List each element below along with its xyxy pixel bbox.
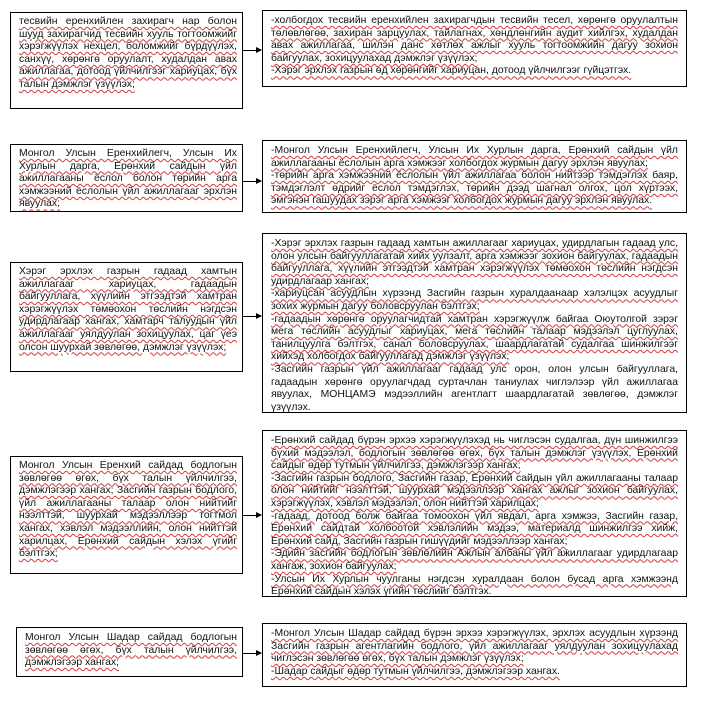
duty-item: -Засгийн газрын бодлого, Засгийн газар, Ерөнхий сайдын үйл ажиллагааны талаар олон нийтийг нээлттэй, шуурхай мэдээллээр хангах ажлыг зохион байгуулах, хэрэгжүүлэх, хэвлэл мэдээлэл, олон нийттэй харилцах; <box>271 472 678 509</box>
duty-item: -хариуцсан асуудлын хүрээнд Засгийн газрын хуралдаанаар хэлэлцэх асуудлыг зохих журмын дагуу боловсруулан бэлтгэх; <box>271 288 678 312</box>
left-function-text: Монгол Улсын Шадар сайдад бодлогын зөвлөгөө өгөх, бүх талын үйлчилгээ, дэмжлэгээр хангах; <box>25 632 237 669</box>
duty-item: -төрийн арга хэмжээний ёслолын үйл ажиллагаа болон нийтээр тэмдэглэх баяр, тэмдэглэлт өдрийг ёслол тэмдэглэх, төрийн дээд шагнал олгох, цол хүртээх, эмгэнэн гашуудах зэрэг арга хэмжээг холбогдох журмын дагуу эрхлэн явуулах. <box>271 170 678 207</box>
duty-item: -Ерөнхий сайдад бүрэн эрхээ хэрэгжүүлэхэд нь чиглэсэн судалгаа, дүн шинжилгээ бүхий мэдээлэл, бодлогын зөвлөгөө өгөх, бүх талын дэмжлэг үзүүлэх, Ерөнхий сайдыг өдөр тутмын үйлчилгээ, дэмжлэгээр хангах; <box>271 435 678 472</box>
connector-arrow-5 <box>243 653 261 654</box>
left-function-box-5 <box>16 627 243 677</box>
duty-item: -Монгол Улсын Еренхийлегч, Улсын Их Хурлын дарга, Ерөнхий сайдын үйл ажиллагааны ёслолын арга хэмжээг холбогдох журмын дагуу эрхлэн явуулах; <box>271 145 678 169</box>
duty-item: -Шадар сайдыг өдөр тутмын үйлчилгээ, дэмжлэгээр хангах. <box>271 665 560 677</box>
left-function-box-2 <box>10 144 243 212</box>
left-function-box-1 <box>10 12 243 109</box>
connector-arrow-2 <box>243 181 261 182</box>
duty-item: -Улсын Их Хурлын чуулганы нэгдсэн хуралдаан болон бусад арга хэмжээнд Ерөнхий сайдын хэлэх үгийн төслийг бэлтгэх. <box>271 573 678 597</box>
right-duties-box-2 <box>262 140 687 213</box>
duty-item: -Хэрэг эрхлэх газрын өд хөрөнгийг хариуцан, дотоод үйлчилгээг гүйцэтгэх. <box>271 65 632 77</box>
right-duties-box-4 <box>262 430 687 597</box>
duty-item: -гадаадын хөрөнгө оруулагчидтай хамтран хэрэгжүүлж байгаа Оюутолгой зэрэг мега төслийн асуудлыг хариуцах, мега төслийн талаар мэдээлэл цуглуулах, танилцуулга бэлтгэх, санал боловсруулах, шаардлагатай судалгаа шинжилгээг хийхэд холбогдох байгууллагад дэмжлэг үзүүлэх; <box>271 313 678 363</box>
duty-item: -Засгийн газрын үйл ажиллагааг гадаад улс орон, олон улсын байгууллага, гадаадын хөрөнгө оруулагчдад суртачлан таниулах чиглэлээр үйл ажиллагаа явуулах, МОНЦАМЭ мэдээллийн агентлагт шаардлагатай зөвлөгөө, дэмжлэг үзүүлэх. <box>271 363 678 413</box>
left-function-text: Хэрэг эрхлэх газрын гадаад хамтын ажиллагааг хариуцах, гадаадын байгууллага, хүүлийн этгээдтэй хамтран хэрэгжүүлэх төмөохон төслийн нэгдсэн удирдлагаар хангах, хамтарч талуудын үйл ажиллагааг уялдуулан зохицуулах, цаг үеэ олсон шуурхай зөвлөгөө, дэмжлэг үзүүлэх; <box>19 266 237 353</box>
left-function-text: тесвийн еренхийлен захирагч нар болон шууд захирагчид тесвийн хууль тогтоомжийг хэрэгжүүлэх нехцел, боломжийг бүрдүүлэх, санхүү, хөрөнгө оруулалт, худалдан авах ажиллагаа, дотоод үйлчилгээг хариуцах, бүх талын дэмжлэг үзүүлэх; <box>19 16 237 90</box>
duty-item: -Эдийн засгийн бодлогын зөвлөлийн Ажлын албаны үйл ажиллагааг удирдлагаар хангаж, зохион байгуулах; <box>271 548 678 572</box>
left-function-text: Монгол Улсын Еренхий сайдад бодлогын зөвлөгөө өгөх, бүх талын үйлчилгээ, дэмжлэгээр хангах; Засгийн газрын бодлого, үйл ажиллагааны талаар олон нийтийг нээлттэй, шуурхай мэдээллээр тогтмол хангах, хэвлэл мэдээллийн, олон нийттэй харилцах, Ерөнхий сайдын хэлэх үгийг бэлтгэх; <box>19 460 237 560</box>
duty-item: -Монгол Улсын Шадар сайдад бүрэн эрхээ хэрэгжүүлэх, эрхлэх асуудлын хүрээнд Засгийн газрын агентлагийн бодлого, үйл ажиллагааг уялдуулан зохицуулахад чиглэсэн зөвлөгөө өгөх, бүх талын дэмжлэг үзүүлэх; <box>271 628 678 665</box>
right-duties-box-1 <box>262 10 687 87</box>
left-function-text: Монгол Улсын Еренхийлегч, Улсын Их Хурлын дарга, Ерөнхий сайдын үйл ажиллагааны ёслол болон төрийн арга хэмжээний ёслолын үйл ажиллагааг эрхлэн явуулах; <box>19 148 237 210</box>
left-function-box-4 <box>10 456 243 574</box>
right-duties-box-5 <box>262 623 687 687</box>
duty-item: -холбогдох тесвийн еренхийлен захирагчдын тесвийн тесел, хөрөнгө оруулалтын төлөвлөгөө, захиран зарцуулах, тайлагнах, хөндлөнгийн аудит хийлгэх, худалдан авах ажиллагаа, шилэн данс хөтлөх ажлыг хууль тогтоомжийн дагуу зохион байгуулах, зохицуулахад дэмжлэг үзүүлэх; <box>271 15 678 64</box>
left-function-box-3 <box>10 262 243 372</box>
duty-item: -Хэрэг эрхлэх газрын гадаад хамтын ажиллагааг хариуцах, удирдлагын гадаад улс, олон улсын байгууллагатай хийх уулзалт, арга хэмжээг зохион байгуулах, гадаадын байгууллага, хүүлийн этгээдтэй хамтран хэрэгжүүлэх төмөохон төслийн нэгдсэн удирдлагаар хангах; <box>271 238 678 287</box>
connector-arrow-4 <box>243 515 261 516</box>
duty-item: -гадаад, дотоод болж байгаа томоохон үйл явдал, арга хэмжээ, Засгийн газар, Ерөнхий сайдтай холбоотой хэвлэлийн мэдээ, материалд шинжилгээ хийж, Ерөнхий сайд, Засгийн газрын гишүүдийг мэдээллээр хангах; <box>271 510 678 547</box>
right-duties-box-3 <box>262 233 687 413</box>
connector-arrow-1 <box>243 50 261 51</box>
connector-arrow-3 <box>243 316 261 317</box>
